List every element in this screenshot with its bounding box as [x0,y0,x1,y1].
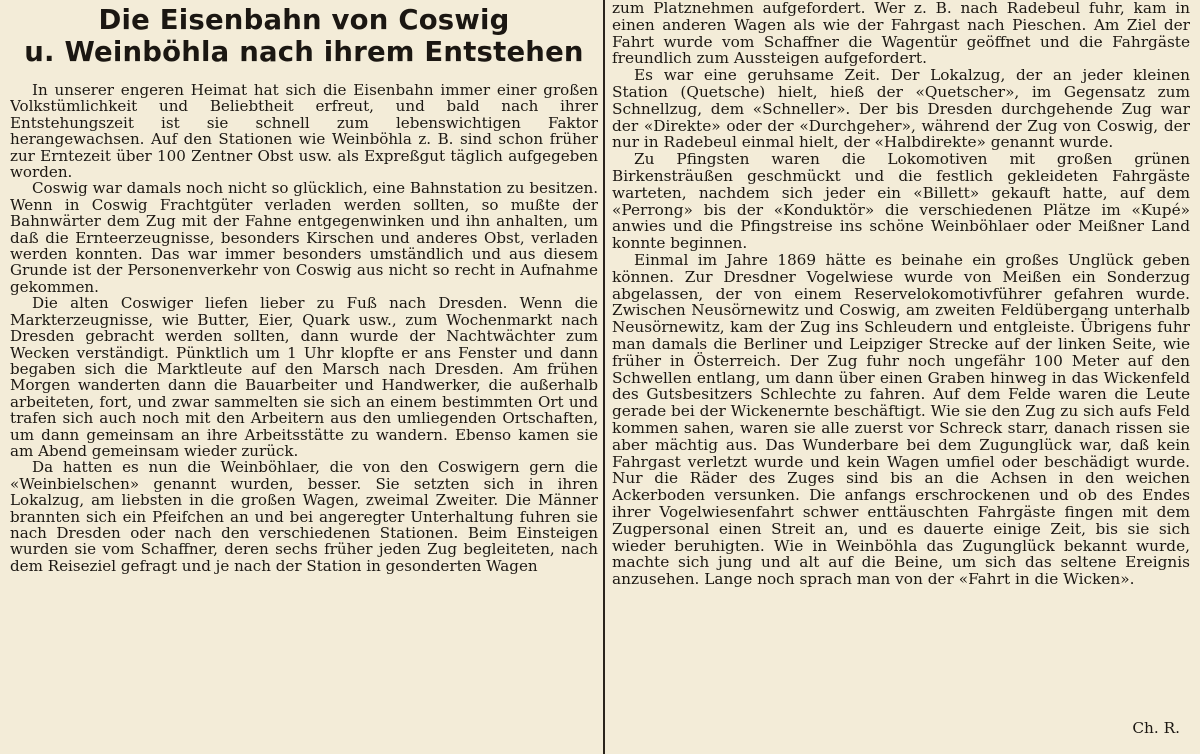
left-column [10,0,598,754]
right-column [612,0,1190,754]
paragraph: Da hatten es nun die Weinböhlaer, die von den Coswigern gern die «Weinbielschen» genannt wurden, besser. Sie setzten sich in ihren Lokalzug, am liebsten in die großen Wagen, zweimal Zweiter. Die Männer brannten sich ein Pfeifchen an und bei angeregter Unterhaltung fuhren sie nach Dresden oder nach den verschiedenen Stationen. Beim Einsteigen wurden sie vom Schaffner, deren sechs früher jeden Zug begleiteten, nach dem Reiseziel gefragt und je nach der Station in gesonderten Wagen [10,458,598,575]
paragraph: zum Platznehmen aufgefordert. Wer z. B. nach Radebeul fuhr, kam in einen anderen Wagen als wie der Fahrgast nach Pieschen. Am Ziel der Fahrt wurde vom Schaffner die Wagentür geöffnet und die Fahrgäste freundlich zum Aussteigen aufgefordert. [612,0,1190,68]
article-title [10,4,598,68]
paragraph: In unserer engeren Heimat hat sich die Eisenbahn immer einer großen Volkstümlichkeit und Beliebtheit erfreut, und bald nach ihrer Entstehungszeit ist sie schnell zum lebenswichtigen Faktor herangewachsen. Auf den Stationen wie Weinböhla z. B. sind schon früher zur Erntezeit über 100 Zentner Obst usw. als Expreßgut täglich aufgegeben worden. [10,81,598,182]
paragraph: Einmal im Jahre 1869 hätte es beinahe ein großes Unglück geben können. Zur Dresdner Vogelwiese wurde von Meißen ein Sonderzug abgelassen, der von einem Reservelokomotivführer gefahren wurde. Zwischen Neusörnewitz und Coswig, am zweiten Feldübergang unterhalb Neusörnewitz, kam der Zug ins Schleudern und entgleiste. Übrigens fuhr man damals die Berliner und Leipziger Strecke auf der linken Seite, wie früher in Österreich. Der Zug fuhr noch ungefähr 100 Meter auf den Schwellen entlang, um dann über einen Graben hinweg in das Wickenfeld des Gutsbesitzers Schlechte zu fahren. Auf dem Felde waren die Leute gerade bei der Wickenernte beschäftigt. Wie sie den Zug zu sich aufs Feld kommen sahen, waren sie alle zuerst vor Schreck starr, danach rissen sie aber mächtig aus. Das Wunderbare bei dem Zugunglück war, daß kein Fahrgast verletzt wurde und kein Wagen umfiel oder beschädigt wurde. Nur die Räder des Zuges sind bis an die Achsen in den weichen Ackerboden versunken. Die anfangs erschrockenen und ob des Endes ihrer Vogelwiesenfahrt schwer enttäuschten Fahrgäste fingen mit dem Zugpersonal einen Streit an, und es dauerte einige Zeit, bis sie sich wieder beruhigten. Wie in Weinböhla das Zugunglück bekannt wurde, machte sich jung und alt auf die Beine, um sich das seltene Ereignis anzusehen. Lange noch sprach man von der «Fahrt in die Wicken». [612,250,1190,589]
paragraph: Coswig war damals noch nicht so glücklich, eine Bahnstation zu besitzen. Wenn in Coswig Frachtgüter verladen werden sollten, so mußte der Bahnwärter dem Zug mit der Fahne entgegenwinken und ihn anhalten, um daß die Ernteerzeugnisse, besonders Kirschen und anderes Obst, verladen werden konnten. Das war immer besonders umständlich und aus diesem Grunde ist der Personenverkehr von Coswig aus nicht so recht in Aufnahme gekommen. [10,179,598,296]
title-line-2: u. Weinböhla nach ihrem Entstehen [24,36,584,68]
title-line-1: Die Eisenbahn von Coswig [98,4,510,36]
paragraph: Zu Pfingsten waren die Lokomotiven mit großen grünen Birkensträußen geschmückt und die festlich gekleideten Fahrgäste warteten, nachdem sich jeder ein «Billett» gekauft hatte, auf dem «Perrong» bis der «Konduktör» die verschiedenen Plätze im «Kupé» anwies und die Pfingstreise ins schöne Weinböhlaer oder Meißner Land konnte beginnen. [612,150,1190,253]
paragraph: Es war eine geruhsame Zeit. Der Lokalzug, der an jeder kleinen Station (Quetsche) hielt, hieß der «Quetscher», im Gegensatz zum Schnellzug, dem «Schneller». Der bis Dresden durchgehende Zug war der «Direkte» oder der «Durchgeher», während der Zug von Coswig, der nur in Radebeul einmal hielt, der «Halbdirekte» genannt wurde. [612,66,1190,152]
paragraph: Die alten Coswiger liefen lieber zu Fuß nach Dresden. Wenn die Markterzeugnisse, wie Butter, Eier, Quark usw., zum Wochenmarkt nach Dresden gebracht werden sollten, dann wurde der Nachtwächter zum Wecken verständigt. Pünktlich um 1 Uhr klopfte er ans Fenster und dann begaben sich die Marktleute auf den Marsch nach Dresden. Am frühen Morgen wanderten dann die Bauarbeiter und Handwerker, die außerhalb arbeiteten, fort, und zwar sammelten sie sich an einem bestimmten Ort und trafen sich auch noch mit den Arbeitern aus den umliegenden Ortschaften, um dann gemeinsam an ihre Arbeitsstätte zu wandern. Ebenso kamen sie am Abend gemeinsam wieder zurück. [10,294,598,460]
author-signature: Ch. R. [1132,719,1180,738]
column-rule [603,0,605,754]
